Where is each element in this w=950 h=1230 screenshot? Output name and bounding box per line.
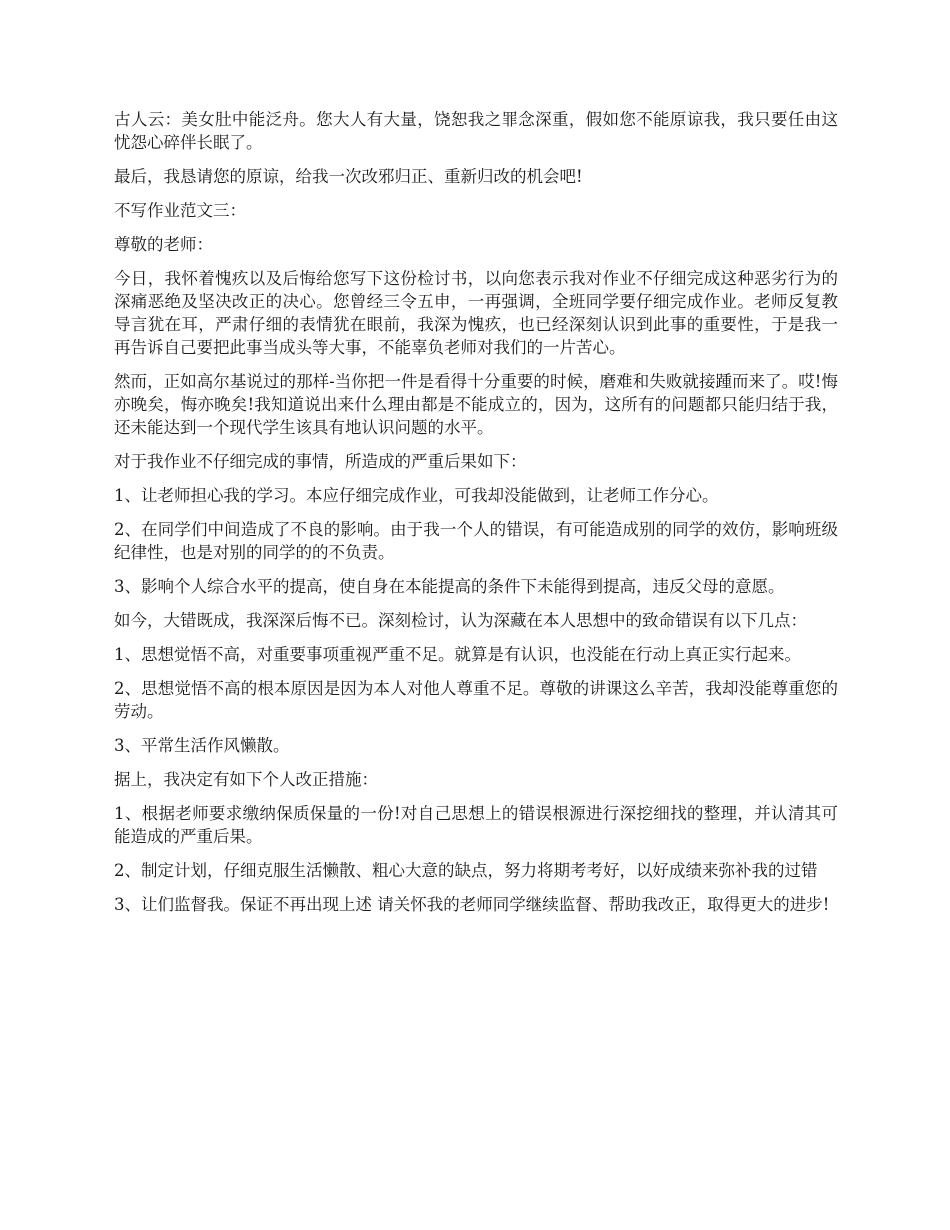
list-item: 3、影响个人综合水平的提高，使自身在本能提高的条件下未能得到提高，违反父母的意愿。 bbox=[114, 577, 785, 596]
paragraph-7: 对于我作业不仔细完成的事情，所造成的严重后果如下： bbox=[114, 452, 527, 471]
paragraph-1: 古人云：美女肚中能泛舟。您大人有大量，饶恕我之罪念深重，假如您不能原谅我，我只要任由这忧怨心碎伴长眠了。 bbox=[114, 110, 838, 152]
list-item: 2、在同学们中间造成了不良的影响。由于我一个人的错误，有可能造成别的同学的效仿，影响班级纪律性，也是对别的同学的的不负责。 bbox=[114, 520, 838, 562]
document-body bbox=[114, 108, 838, 927]
list-item: 2、思想觉悟不高的根本原因是因为本人对他人尊重不足。尊敬的讲课这么辛苦，我却没能尊重您的劳动。 bbox=[114, 679, 838, 721]
paragraph-5: 今日，我怀着愧疚以及后悔给您写下这份检讨书，以向您表示我对作业不仔细完成这种恶劣行为的深痛恶绝及坚决改正的决心。您曾经三令五申，一再强调，全班同学要仔细完成作业。老师反复教导言犹在耳，严肃仔细的表情犹在眼前，我深为愧疚，也已经深刻认识到此事的重要性，于是我一再告诉自己要把此事当成头等大事，不能辜负老师对我们的一片苦心。 bbox=[114, 269, 838, 357]
list-item: 1、根据老师要求缴纳保质保量的一份!对自己思想上的错误根源进行深挖细找的整理，并认清其可能造成的严重后果。 bbox=[114, 804, 838, 846]
paragraph-2: 最后，我恳请您的原谅，给我一次改邪归正、重新归改的机会吧! bbox=[114, 167, 583, 186]
salutation: 尊敬的老师： bbox=[114, 235, 213, 254]
list-item: 1、思想觉悟不高，对重要事项重视严重不足。就算是有认识，也没能在行动上真正实行起来。 bbox=[114, 645, 801, 664]
paragraph-15: 据上，我决定有如下个人改正措施： bbox=[114, 770, 378, 789]
list-item: 2、制定计划，仔细克服生活懒散、粗心大意的缺点，努力将期考考好，以好成绩来弥补我的过错 bbox=[114, 861, 818, 880]
list-item: 3、平常生活作风懒散。 bbox=[114, 736, 290, 755]
list-item: 3、让们监督我。保证不再出现上述 请关怀我的老师同学继续监督、帮助我改正，取得更大的进步! bbox=[114, 895, 830, 914]
section-heading: 不写作业范文三： bbox=[114, 201, 246, 220]
list-item: 1、让老师担心我的学习。本应仔细完成作业，可我却没能做到，让老师工作分心。 bbox=[114, 486, 719, 505]
paragraph-11: 如今，大错既成，我深深后悔不已。深刻检讨，认为深藏在本人思想中的致命错误有以下几点： bbox=[114, 611, 807, 630]
paragraph-6: 然而，正如高尔基说过的那样-当你把一件是看得十分重要的时候，磨难和失败就接踵而来了。哎!悔亦晚矣，悔亦晚矣!我知道说出来什么理由都是不能成立的，因为，这所有的问题都只能归结于我，还未能达到一个现代学生该具有地认识问题的水平。 bbox=[114, 372, 838, 437]
